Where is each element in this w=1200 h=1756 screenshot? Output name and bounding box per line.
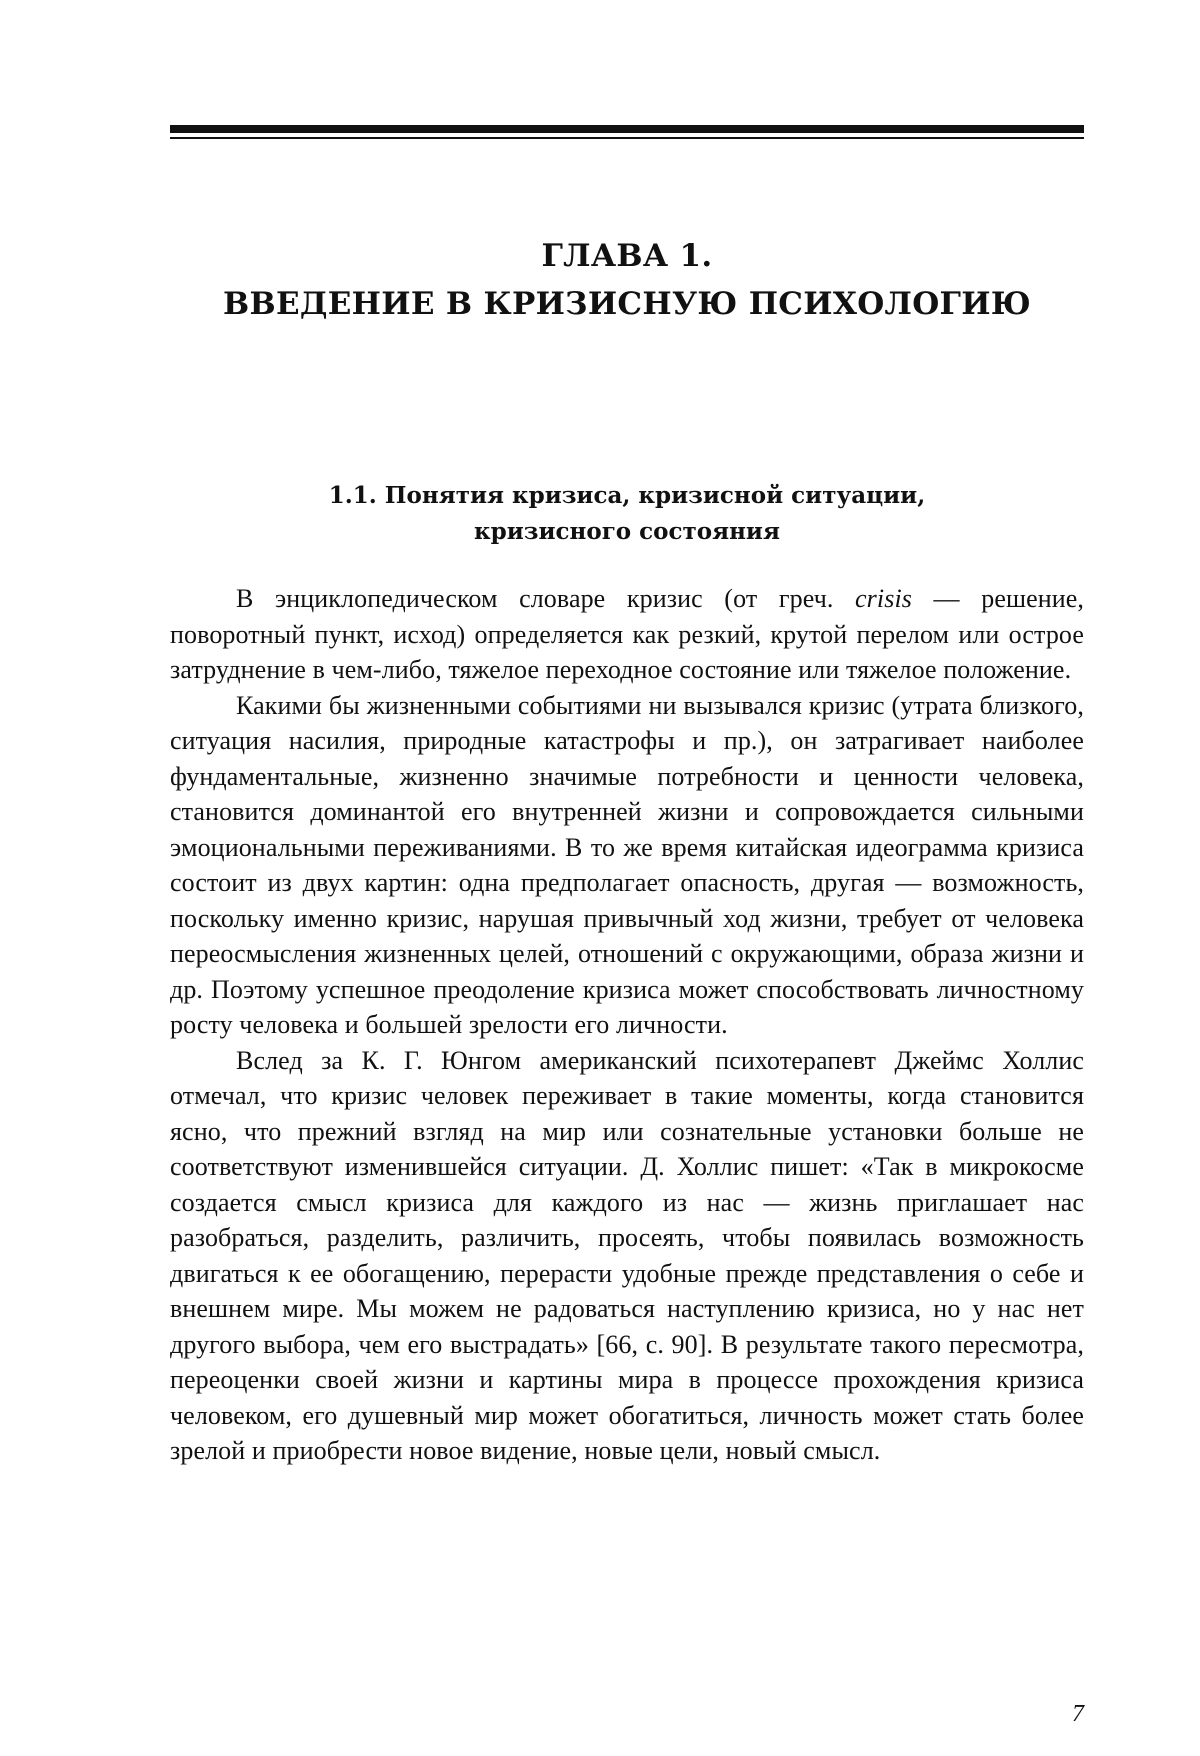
chapter-number: ГЛАВА 1.: [541, 238, 713, 274]
header-rule-thick: [170, 125, 1084, 133]
paragraph-1-italic-term: crisis: [855, 584, 912, 613]
chapter-name: ВВЕДЕНИЕ В КРИЗИСНУЮ ПСИХОЛОГИЮ: [222, 286, 1032, 322]
section-title-line-2: кризисного состояния: [474, 518, 780, 545]
header-rule-thin: [170, 137, 1084, 139]
paragraph-1-start: В энциклопедическом словаре кризис (от греч.: [236, 584, 856, 613]
section-title: [170, 478, 1084, 550]
body-text: [170, 581, 1084, 1469]
chapter-title: [170, 232, 1084, 328]
paragraph-1-end: — решение, поворотный пункт, исход) определяется как резкий, крутой перелом или острое затруднение в чем-либо, тяжелое переходное состояние или тяжелое положение.: [170, 584, 1084, 684]
section-title-line-1: 1.1. Понятия кризиса, кризисной ситуации,: [328, 482, 926, 509]
paragraph-1: [170, 581, 1084, 688]
paragraph-2: Какими бы жизненными событиями ни вызывался кризис (утрата близкого, ситуация насилия, природные катастрофы и пр.), он затрагивает наиболее фундаментальные, жизненно значимые потребности и ценности человека, становится доминантой его внутренней жизни и сопровождается сильными эмоциональными переживаниями. В то же время китайская идеограмма кризиса состоит из двух картин: одна предполагает опасность, другая — возможность, поскольку именно кризис, нарушая привычный ход жизни, требует от человека переосмысления жизненных целей, отношений с окружающими, образа жизни и др. Поэтому успешное преодоление кризиса может способствовать личностному росту человека и большей зрелости его личности.: [170, 690, 1084, 1039]
page-number: 7: [1072, 1701, 1084, 1727]
paragraph-3: Вслед за К. Г. Юнгом американский психотерапевт Джеймс Холлис отмечал, что кризис человек переживает в такие моменты, когда становится ясно, что прежний взгляд на мир или сознательные установки больше не соответствуют изменившейся ситуации. Д. Холлис пишет: «Так в микрокосме создается смысл кризиса для каждого из нас — жизнь приглашает нас разобраться, разделить, различить, просеять, чтобы появилась возможность двигаться к ее обогащению, перерасти удобные прежде представления о себе и внешнем мире. Мы можем не радоваться наступлению кризиса, но у нас нет другого выбора, чем его выстрадать» [66, с. 90]. В результате такого пересмотра, переоценки своей жизни и картины мира в процессе прохождения кризиса человеком, его душевный мир может обогатиться, личность может стать более зрелой и приобрести новое видение, новые цели, новый смысл.: [170, 1045, 1084, 1465]
